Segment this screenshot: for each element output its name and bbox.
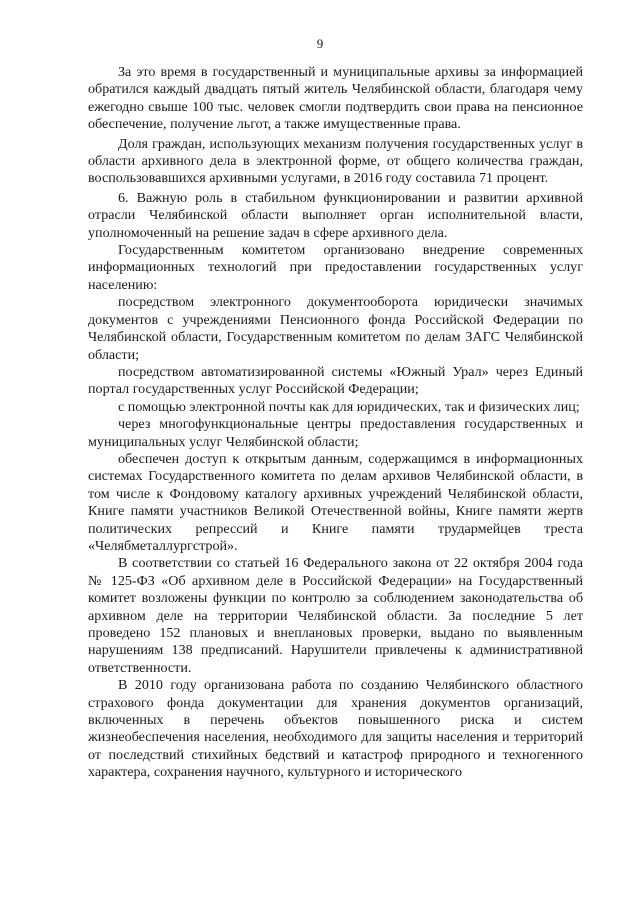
- page-number: 9: [316, 36, 324, 51]
- list-item-open-data: обеспечен доступ к открытым данным, содержащимся в информационных системах Государственного комитета по делам архивов Челябинской области, в том числе к Фондовому каталогу архивных учреждений Челябинской области, Книге памяти участников Великой Отечественной войны, Книге памяти жертв политических репрессий и Книге памяти трудармейцев треста «Челябметаллургстрой».: [88, 450, 583, 554]
- paragraph-electronic-share: Доля граждан, использующих механизм получения государственных услуг в области архивного дела в электронной форме, от общего количества граждан, воспользовавшихся архивными услугами, в 2016 году составила 71 процент.: [88, 135, 583, 187]
- paragraph-archive-requests: За это время в государственный и муниципальные архивы за информацией обратился каждый двадцать пятый житель Челябинской области, благодаря чему ежегодно свыше 100 тыс. человек смогли подтвердить свои права на пенсионное обеспечение, получение льгот, а также имущественные права.: [88, 64, 583, 133]
- document-body: [88, 64, 583, 782]
- paragraph-executive-authority: 6. Важную роль в стабильном функционировании и развитии архивной отрасли Челябинской области выполняет орган исполнительной власти, уполномоченный на решение задач в сфере архивного дела.: [88, 189, 583, 241]
- list-item-mfc: через многофункциональные центры предоставления государственных и муниципальных услуг Челябинской области;: [88, 416, 583, 450]
- paragraph-insurance-fund: В 2010 году организована работа по созданию Челябинского областного страхового фонда документации для хранения документов организаций, включенных в перечень объектов повышенного риска и систем жизнеобеспечения населения, необходимого для защиты населения и территорий от последствий стихийных бедствий и катастроф природного и техногенного характера, сохранения научного, культурного и исторического: [88, 677, 583, 781]
- paragraph-federal-law-control: В соответствии со статьей 16 Федерального закона от 22 октября 2004 года № 125-ФЗ «Об архивном деле в Российской Федерации» на Государственный комитет возложены функции по контролю за соблюдением законодательства об архивном деле на территории Челябинской области. За последние 5 лет проведено 152 плановых и внеплановых проверки, выдано по выявленным нарушениям 138 предписаний. Нарушители привлечены к административной ответственности.: [88, 555, 583, 676]
- list-item-electronic-docflow: посредством электронного документооборота юридически значимых документов с учреждениями Пенсионного фонда Российской Федерации по Челябинской области, Государственным комитетом по делам ЗАГС Челябинской области;: [88, 294, 583, 363]
- list-item-yuzhny-ural-system: посредством автоматизированной системы «Южный Урал» через Единый портал государственных услуг Российской Федерации;: [88, 363, 583, 398]
- paragraph-it-introduction: Государственным комитетом организовано внедрение современных информационных технологий при предоставлении государственных услуг населению:: [88, 242, 583, 293]
- list-item-email: с помощью электронной почты как для юридических, так и физических лиц;: [118, 398, 580, 415]
